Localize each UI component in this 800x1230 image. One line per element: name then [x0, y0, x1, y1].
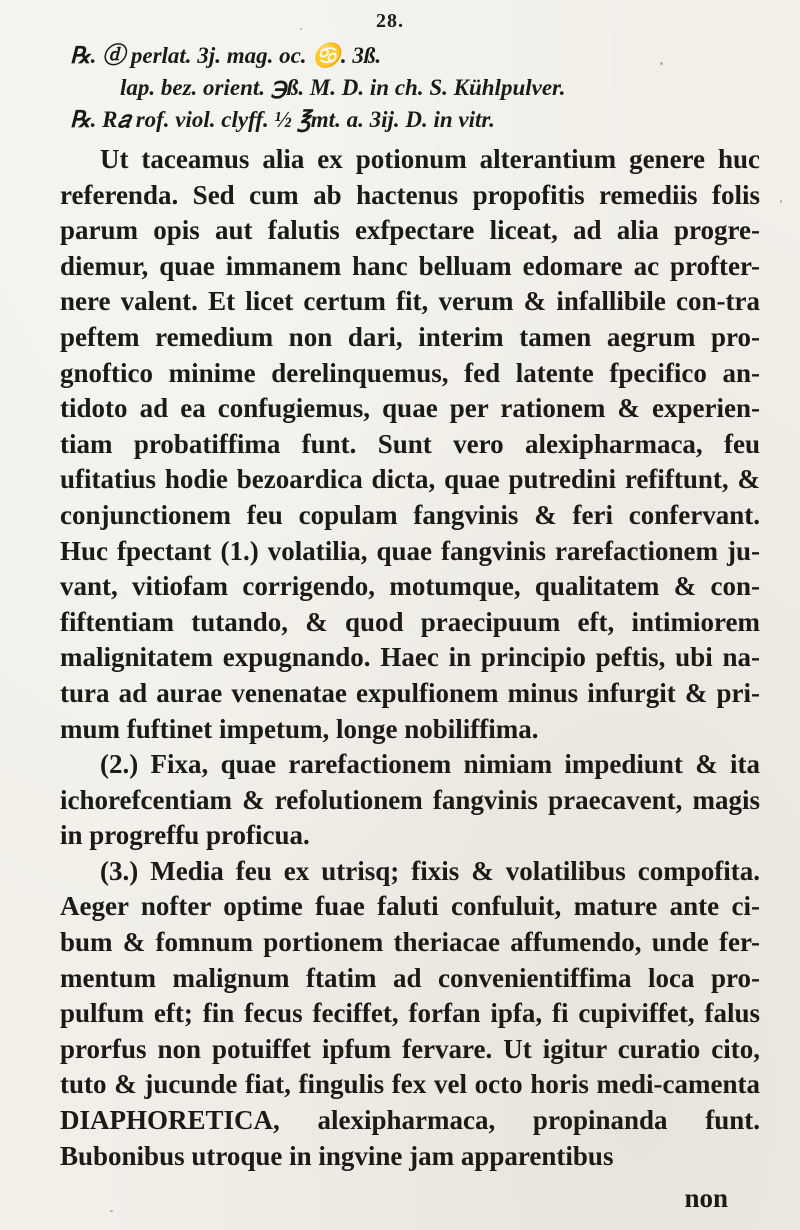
catchword: non — [684, 1183, 728, 1213]
page-number: 28. — [376, 10, 404, 32]
prescription-line-2: lap. bez. orient. ℈ß. M. D. in ch. S. Kühlpulver. — [120, 75, 566, 100]
paper-speck — [780, 200, 782, 203]
prescription-line-1: ℞. ⓓ perlat. 3j. mag. oc. ♋. 3ß. — [70, 43, 382, 68]
paper-speck — [300, 28, 302, 30]
paragraph-2: (2.) Fixa, quae rarefactionem nimiam impediunt & ita ichorefcentiam & refolutionem fangvinis praecavent, magis in progreffu proficua. — [60, 749, 760, 851]
paper-speck — [660, 62, 663, 65]
body-text — [60, 142, 760, 1174]
prescription-line-3: ℞. R𝑎 rof. viol. clyff. ½ ℥mt. a. 3ij. D. in vitr. — [70, 107, 495, 132]
paper-speck — [110, 1210, 113, 1212]
paragraph-1: Ut taceamus alia ex potionum alterantium genere huc referenda. Sed cum ab hactenus propofitis remediis folis parum opis aut falutis exfpectare liceat, ad alia progre-diemur, quae immanem hanc belluam edomare ac profter-nere valent. Et licet certum fit, verum & infallibile con-tra peftem remedium non dari, interim tamen aegrum pro-gnoftico minime derelinquemus, fed latente fpecifico an-tidoto ad ea confugiemus, quae per rationem & experien-tiam probatiffima funt. Sunt vero alexipharmaca, feu ufitatius hodie bezoardica dicta, quae putredini refiftunt, & conjunctionem feu copulam fangvinis & feri confervant. Huc fpectant (1.) volatilia, quae fangvinis rarefactionem ju-vant, vitiofam corrigendo, motumque, qualitatem & con-fiftentiam tutando, & quod praecipuum eft, intimiorem malignitatem expugnando. Haec in principio peftis, ubi na-tura ad aurae venenatae expulfionem minus infurgit & pri-mum fuftinet impetum, longe nobiliffima. — [60, 144, 760, 744]
paragraph-3: (3.) Media feu ex utrisq; fixis & volatilibus compofita. Aeger nofter optime fuae faluti confuluit, mature ante ci-bum & fomnum portionem theriacae affumendo, unde fer-mentum malignum ftatim ad convenientiffima loca pro-pulfum eft; fin fecus feciffet, forfan ipfa, fi cupiviffet, falus prorfus non potuiffet ipfum fervare. Ut igitur curatio cito, tuto & jucunde fiat, fingulis fex vel octo horis medi-camenta DIAPHORETICA, alexipharmaca, propinanda funt. Bubonibus utroque in ingvine jam apparentibus — [60, 855, 760, 1171]
